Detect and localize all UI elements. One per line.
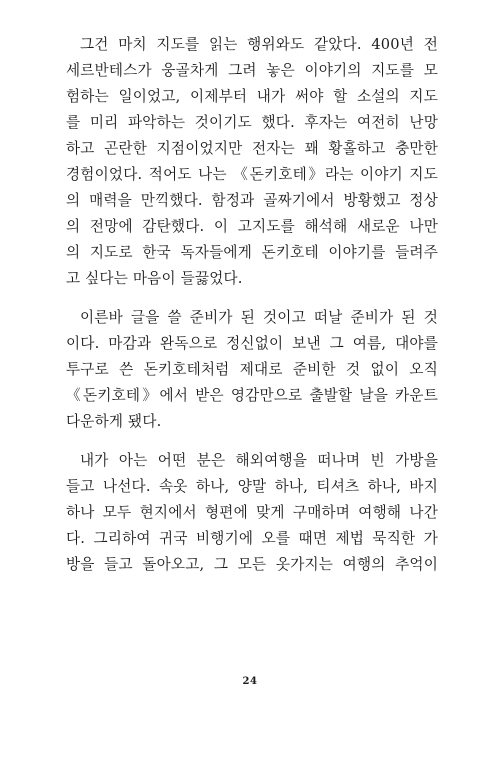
text-line: 고 싶다는 마음이 들끓었다. xyxy=(66,270,243,287)
text-line: 이다. 마감과 완독으로 정신없이 보낸 그 여름, 대야를 xyxy=(66,335,438,352)
text-line: 그건 마치 지도를 읽는 행위와도 같았다. 400년 전 xyxy=(80,36,438,53)
text-line: 투구로 쓴 돈키호테처럼 제대로 준비한 것 없이 오직 xyxy=(66,361,438,378)
text-line: 의 전망에 감탄했다. 이 고지도를 해석해 새로운 나만 xyxy=(66,218,438,235)
text-line: 의 지도로 한국 독자들에게 돈키호테 이야기를 들려주 xyxy=(66,244,438,261)
text-line: 이른바 글을 쓸 준비가 된 것이고 떠날 준비가 된 것 xyxy=(80,309,438,326)
text-line: 하고 곤란한 지점이었지만 전자는 꽤 황홀하고 충만한 xyxy=(66,140,438,157)
text-line: 다. 그리하여 귀국 비행기에 오를 때면 제법 묵직한 가 xyxy=(66,530,438,547)
text-line: 경험이었다. 적어도 나는 《돈키호테》라는 이야기 지도 xyxy=(66,166,438,183)
text-line: 내가 아는 어떤 분은 해외여행을 떠나며 빈 가방을 xyxy=(80,452,438,469)
paragraph-2 xyxy=(66,305,438,435)
text-line: 의 매력을 만끽했다. 함정과 골짜기에서 방황했고 정상 xyxy=(66,192,438,209)
paragraph-1 xyxy=(66,32,438,292)
text-line: 다운하게 됐다. xyxy=(66,413,162,430)
page-number: 24 xyxy=(242,676,258,687)
body-text xyxy=(66,32,438,591)
paragraph-3 xyxy=(66,448,438,578)
text-line: 하나 모두 현지에서 형편에 맞게 구매하며 여행해 나간 xyxy=(66,504,438,521)
text-line: 세르반테스가 웅골차게 그려 놓은 이야기의 지도를 모 xyxy=(66,62,438,79)
text-line: 험하는 일이었고, 이제부터 내가 써야 할 소설의 지도 xyxy=(66,88,438,105)
text-line: 《돈키호테》에서 받은 영감만으로 출발할 날을 카운트 xyxy=(66,387,438,404)
text-line: 방을 들고 돌아오고, 그 모든 옷가지는 여행의 추억이 xyxy=(66,556,438,573)
text-line: 들고 나선다. 속옷 하나, 양말 하나, 티셔츠 하나, 바지 xyxy=(66,478,438,495)
text-line: 를 미리 파악하는 것이기도 했다. 후자는 여전히 난망 xyxy=(66,114,438,131)
